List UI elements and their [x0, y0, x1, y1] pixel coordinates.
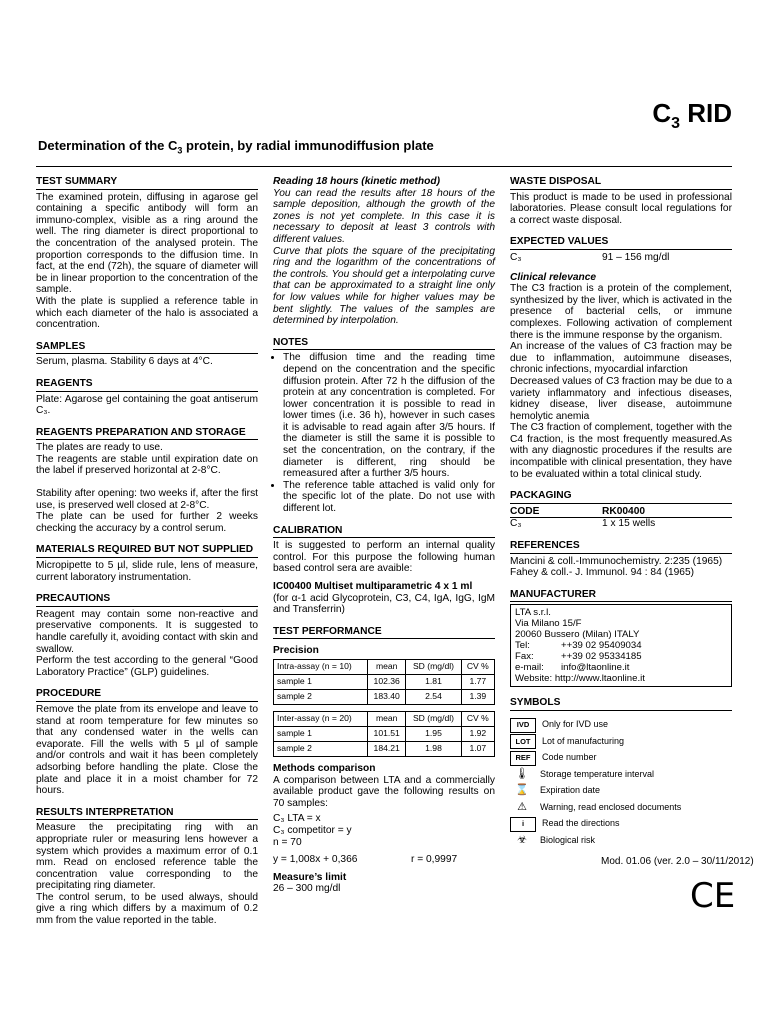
notes-list — [273, 352, 495, 514]
paragraph: The C3 fraction is a protein of the complement, synthesized by the liver, which is activated in the presence of bacterial cells, or immune complexes. Following activation of complement there is the immune response by the organism. — [510, 283, 732, 341]
paragraph: 26 – 300 mg/dl — [273, 883, 341, 895]
top-rule — [36, 166, 732, 167]
packaging-row — [510, 518, 732, 530]
paragraph: The control serum, to be used always, should give a ring which differs by a maximum of 0.2 mm from the value reported in the table. — [36, 891, 258, 927]
paragraph: Decreased values of C3 fraction may be due to a variety inflammatory and infectious diseases, kidney disease, liver disease, autoimmune hemolytic anemia — [510, 375, 732, 422]
table-cell: Inter-assay (n = 20) — [274, 711, 368, 726]
table-row — [274, 726, 495, 741]
table-cell: SD (mg/dl) — [406, 659, 461, 674]
symbol-label: Lot of manufacturing — [542, 735, 625, 746]
section-heading: TEST PERFORMANCE — [273, 626, 495, 640]
manufacturer-website: Website: http://www.ltaonline.it — [515, 673, 645, 685]
symbol-label: Code number — [542, 752, 597, 763]
paragraph: Reagent may contain some non-reactive and preservative components. It is suggested to handle carefully it, avoiding contact with skin and swallow. — [36, 608, 258, 655]
section-heading: NOTES — [273, 337, 495, 351]
ref-icon: REF — [510, 751, 536, 766]
section-heading: WASTE DISPOSAL — [510, 176, 732, 190]
paragraph: (for α-1 acid Glycoprotein, C3, C4, IgA, IgG, IgM and Transferrin) — [273, 592, 495, 616]
paragraph: C₃ LTA = x — [273, 813, 321, 825]
packaging-key: C₃ — [510, 518, 522, 530]
section-heading: REFERENCES — [510, 540, 732, 554]
warning-icon: ⚠ — [517, 800, 527, 813]
table-header-row — [274, 711, 495, 726]
expected-value: 91 – 156 mg/dl — [602, 251, 670, 263]
paragraph: n = 70 — [273, 836, 302, 848]
symbol-label: Read the directions — [542, 818, 620, 829]
section-heading: EXPECTED VALUES — [510, 236, 732, 250]
table-cell: Intra-assay (n = 10) — [274, 659, 368, 674]
info-book-icon: i — [510, 817, 536, 832]
symbol-row — [510, 833, 732, 850]
paragraph: Plate: Agarose gel containing the goat antiserum C₃. — [36, 393, 258, 417]
expected-key: C₃ — [510, 251, 522, 263]
section-heading: SAMPLES — [36, 341, 258, 355]
reference: Fahey & coll.- J. Immunol. 94 : 84 (1965) — [510, 567, 695, 579]
table-cell: sample 1 — [274, 674, 368, 689]
table-cell: sample 1 — [274, 726, 368, 741]
paragraph: Serum, plasma. Stability 6 days at 4°C. — [36, 356, 213, 368]
table-cell: CV % — [461, 659, 494, 674]
ivd-icon: IVD — [510, 718, 536, 733]
table-cell: SD (mg/dl) — [406, 711, 461, 726]
paragraph: Perform the test according to the general “Good Laboratory Practice” (GLP) guidelines. — [36, 655, 258, 678]
table-cell: mean — [368, 659, 406, 674]
document-title: $C_3$ RID — [652, 98, 732, 133]
subheading: Measure’s limit — [273, 871, 347, 883]
paragraph: Stability after opening: two weeks if, after the first use, is preserved well closed at 2-8°C. — [36, 488, 258, 511]
table-cell: 1.92 — [461, 726, 494, 741]
table-cell: 102.36 — [368, 674, 406, 689]
regression-equation: y = 1,008x + 0,366 — [273, 854, 358, 866]
regression-r: r = 0,9997 — [411, 854, 458, 866]
regression-line — [273, 854, 495, 866]
manufacturer-line: 20060 Bussero (Milan) ITALY — [515, 629, 640, 641]
paragraph: The plate can be used for further 2 weeks checking the accuracy by a control serum. — [36, 511, 258, 534]
paragraph: C₃ competitor = y — [273, 824, 352, 836]
ce-mark: CE — [690, 876, 736, 916]
section-heading: REAGENTS — [36, 378, 258, 392]
section-heading: PRECAUTIONS — [36, 593, 258, 607]
paragraph: Curve that plots the square of the precipitating ring and the logarithm of the concentrations of the controls. You should get a interpolating curve that can be approximated to a straight line only for low values while for higher values may be bent slightly. The values of the samples are determined by interpolation. — [273, 245, 495, 327]
paragraph: The examined protein, diffusing in agarose gel containing a specific antibody will form an immuno-complex, visible as a ring around the well. The ring diameter is direct proportional to the concentration of the analysed protein. The proportion corresponds to the diffusion time. In fact, at the end (72h), the square of diameter will be in linear proportion to the concentration of the sample. — [36, 191, 258, 296]
column-1 — [36, 176, 258, 927]
manufacturer-fax: Fax: ++39 02 95334185 — [515, 651, 642, 663]
section-heading: CALIBRATION — [273, 525, 495, 539]
symbol-row — [510, 783, 732, 800]
manufacturer-line: LTA s.r.l. — [515, 607, 551, 619]
table-cell: 1.77 — [461, 674, 494, 689]
table-cell: 1.39 — [461, 689, 494, 704]
paragraph: A comparison between LTA and a commercially available product gave the following results on 70 samples: — [273, 774, 495, 809]
manufacturer-tel: Tel: ++39 02 95409034 — [515, 640, 642, 652]
symbol-row — [510, 734, 732, 751]
packaging-header — [510, 506, 732, 519]
manufacturer-line: Via Milano 15/F — [515, 618, 582, 630]
inter-assay-table — [273, 711, 495, 757]
lot-icon: LOT — [510, 734, 536, 749]
subheading: Clinical relevance — [510, 271, 597, 283]
table-cell: 1.98 — [406, 741, 461, 756]
symbol-label: Warning, read enclosed documents — [540, 801, 682, 812]
symbol-label: Biological risk — [540, 834, 596, 845]
section-heading: Reading 18 hours (kinetic method) — [273, 176, 440, 187]
section-heading: REAGENTS PREPARATION AND STORAGE — [36, 427, 258, 441]
symbol-row — [510, 717, 732, 734]
symbols-list — [510, 717, 732, 849]
control-code: IC00400 Multiset multiparametric 4 x 1 ml — [273, 581, 473, 592]
section-heading: MANUFACTURER — [510, 589, 732, 603]
table-cell: 1.07 — [461, 741, 494, 756]
packaging-code-value: RK00400 — [602, 505, 646, 517]
section-heading: MATERIALS REQUIRED BUT NOT SUPPLIED — [36, 544, 258, 558]
paragraph: Remove the plate from its envelope and leave to stand at room temperature for few minutes so that any condensed water in the wells can evaporate. Fill the wells with 5 µl of sample and/or controls and wait it has been completely adsorbing before handling the plate. Close the plate and place it in a moist chamber for 72 hours. — [36, 703, 258, 797]
paragraph: This product is made to be used in professional laboratories. Please consult local regulations for a correct waste disposal. — [510, 191, 732, 226]
document-subtitle: Determination of the $C_3$ protein, by radial immunodiffusion plate — [38, 138, 434, 156]
list-item: • The reference table attached is valid only for the specific lot of the plate. Do not use with different lot. — [283, 480, 495, 515]
paragraph: The plates are ready to use. — [36, 442, 163, 454]
table-cell: 1.81 — [406, 674, 461, 689]
paragraph: The C3 fraction of complement, together with the C4 fraction, is the most frequently measured.As with any diagnostic procedures if the results are incompatible with clinical presentation, they have to be evaluated within a total clinical study. — [510, 422, 732, 480]
module-version: Mod. 01.06 (ver. 2.0 – 30/11/2012) — [601, 856, 754, 867]
packaging-value: 1 x 15 wells — [602, 518, 656, 530]
table-cell: mean — [368, 711, 406, 726]
expected-value-row — [510, 252, 732, 264]
symbol-row — [510, 750, 732, 767]
paragraph: It is suggested to perform an internal quality control. For this purpose the following human based control sera are avaible: — [273, 540, 495, 575]
paragraph: Micropipette to 5 µl, slide rule, lens of measure, current laboratory instrumentation. — [36, 560, 258, 583]
paragraph: An increase of the values of C3 fraction may be due to inflammation, autoimmune diseases, chronic infections, myocardial infarction — [510, 341, 732, 376]
symbol-label: Only for IVD use — [542, 719, 609, 730]
hourglass-icon: ⌛ — [515, 784, 529, 797]
paragraph: You can read the results after 18 hours of the sample deposition, although the growth of the zones is not yet complete. In this case it is necessary to deposit at least 3 controls with different values. — [273, 187, 495, 245]
section-heading: RESULTS INTERPRETATION — [36, 807, 258, 821]
table-cell: 1.95 — [406, 726, 461, 741]
subheading: Precision — [273, 645, 319, 657]
table-cell: 2.54 — [406, 689, 461, 704]
symbol-label: Storage temperature interval — [540, 768, 655, 779]
intra-assay-table — [273, 659, 495, 705]
paragraph: With the plate is supplied a reference table in which each diameter of the halo is associated a concentration. — [36, 295, 258, 331]
section-heading: TEST SUMMARY — [36, 176, 258, 190]
list-item: • The diffusion time and the reading time depend on the concentration and the specific diffusion protein. After 72 h the diffusion of the protein at any concentration is completed. For lower concentration it is possible to read in lower times (i.e. 36 h), however in such cases it is advisable to read again after 3/5 hours. If the diameter is still the same it is possible to set the concentration, on the contrary, if the diameter is different, ring should be remeasured after a further 3/5 hours. — [283, 352, 495, 480]
table-cell: sample 2 — [274, 741, 368, 756]
subheading: Methods comparison — [273, 762, 376, 774]
symbol-row — [510, 800, 732, 817]
section-heading: SYMBOLS — [510, 697, 732, 711]
symbol-row — [510, 767, 732, 784]
table-cell: 184.21 — [368, 741, 406, 756]
table-header-row — [274, 659, 495, 674]
reference: Mancini & coll.-Immunochemistry. 2:235 (1965) — [510, 555, 723, 567]
paragraph: The reagents are stable until expiration date on the label if preserved horizontal at 2-8°C. — [36, 453, 258, 477]
thermometer-icon: 🌡 — [515, 767, 529, 780]
column-3 — [510, 176, 732, 849]
symbol-label: Expiration date — [540, 785, 601, 796]
symbol-row — [510, 816, 732, 833]
packaging-code-label: CODE — [510, 505, 540, 517]
manufacturer-email: e-mail: info@ltaonline.it — [515, 662, 630, 674]
biohazard-icon: ☣ — [517, 833, 527, 846]
table-row — [274, 689, 495, 704]
manufacturer-box — [510, 604, 732, 687]
table-row — [274, 674, 495, 689]
table-cell: 101.51 — [368, 726, 406, 741]
table-cell: 183.40 — [368, 689, 406, 704]
table-cell: CV % — [461, 711, 494, 726]
section-heading: PACKAGING — [510, 490, 732, 504]
column-2 — [273, 176, 495, 895]
paragraph: Measure the precipitating ring with an appropriate ruler or measuring lens however a system which provides a maximum error of 0.1 mm. Read on enclosed reference table the concentration value corresponding to the precipitating ring diameter. — [36, 822, 258, 892]
table-cell: sample 2 — [274, 689, 368, 704]
table-row — [274, 741, 495, 756]
section-heading: PROCEDURE — [36, 688, 258, 702]
